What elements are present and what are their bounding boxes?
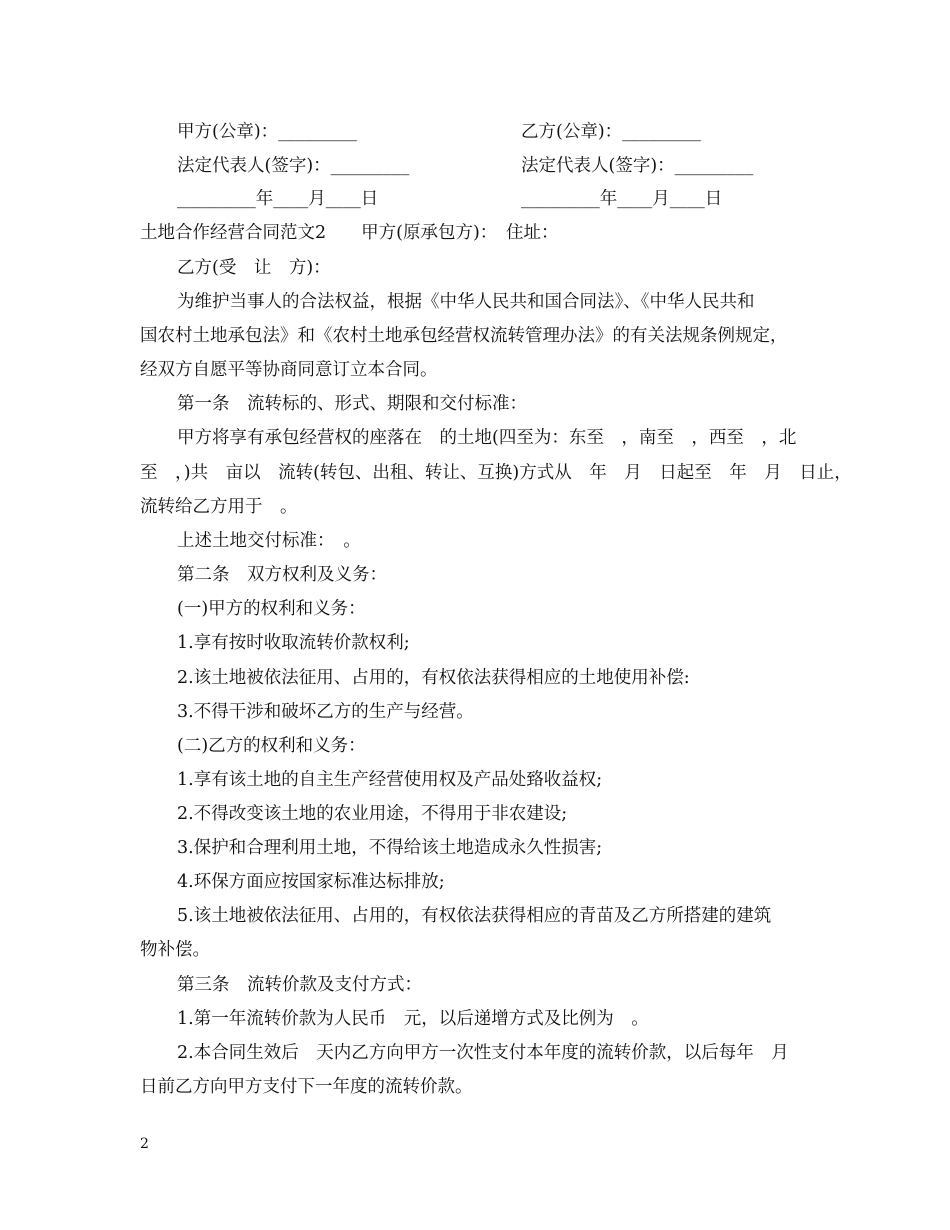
article-1-title: 第一条 流转标的、形式、期限和交付标准： — [177, 394, 527, 414]
party-b-seal-line: 乙方(公章)：_________ — [521, 122, 701, 142]
party-a-rep-line: 法定代表人(签字)：_________ — [177, 156, 410, 176]
article-1-delivery-standard: 上述土地交付标准： 。 — [177, 531, 361, 551]
article-2-party-a-item-3: 3.不得干涉和破坏乙方的生产与经营。 — [177, 702, 474, 722]
article-2-party-b-item-2: 2.不得改变该土地的农业用途，不得用于非农建设; — [177, 804, 568, 824]
article-1-paragraph-line-1: 甲方将享有承包经营权的座落在 的土地(四至为：东至 ，南至 ，西至 ，北 — [177, 428, 797, 448]
article-2-title: 第二条 双方权利及义务： — [177, 565, 387, 585]
article-2-party-b-item-1: 1.享有该土地的自主生产经营使用权及产品处臵收益权; — [177, 770, 603, 790]
article-3-item-2-line-1: 2.本合同生效后 天内乙方向甲方一次性支付本年度的流转价款，以后每年 月 — [177, 1043, 789, 1063]
party-b-line: 乙方(受 让 方)： — [177, 258, 331, 278]
party-b-rep-line: 法定代表人(签字)：_________ — [521, 156, 754, 176]
contract-heading: 土地合作经营合同范文2 甲方(原承包方)： 住址： — [140, 223, 559, 243]
intro-paragraph-line-1: 为维护当事人的合法权益，根据《中华人民共和国合同法》、《中华人民共和 — [177, 292, 755, 312]
article-3-item-1: 1.第一年流转价款为人民币 元，以后递增方式及比例为 。 — [177, 1009, 649, 1029]
party-a-seal-line: 甲方(公章)：_________ — [177, 122, 357, 142]
article-2-party-a-item-2: 2.该土地被依法征用、占用的，有权依法获得相应的土地使用补偿: — [177, 668, 690, 688]
article-1-paragraph-line-3: 流转给乙方用于 。 — [140, 497, 298, 517]
article-2-party-b-title: (二)乙方的权利和义务： — [177, 736, 366, 756]
article-1-paragraph-line-2: 至 ，)共 亩以 流转(转包、出租、转让、互换)方式从 年 月 日起至 年 月 日止， — [140, 463, 852, 483]
article-2-party-a-item-1: 1.享有按时收取流转价款权利; — [177, 633, 410, 653]
intro-paragraph-line-3: 经双方自愿平等协商同意订立本合同。 — [140, 360, 438, 380]
article-2-party-b-item-3: 3.保护和合理利用土地，不得给该土地造成永久性损害; — [177, 838, 603, 858]
article-2-party-b-item-4: 4.环保方面应按国家标准达标排放; — [177, 872, 445, 892]
article-2-party-a-title: (一)甲方的权利和义务： — [177, 599, 366, 619]
party-a-date-line: _________年____月____日 — [177, 189, 379, 209]
article-3-title: 第三条 流转价款及支付方式： — [177, 975, 422, 995]
article-2-party-b-item-5-line-1: 5.该土地被依法征用、占用的，有权依法获得相应的青苗及乙方所搭建的建筑 — [177, 906, 772, 926]
party-b-date-line: _________年____月____日 — [521, 189, 723, 209]
article-3-item-2-line-2: 日前乙方向甲方支付下一年度的流转价款。 — [140, 1077, 473, 1097]
page-number: 2 — [140, 1136, 149, 1152]
intro-paragraph-line-2: 国农村土地承包法》和《农村土地承包经营权流转管理办法》的有关法规条例规定， — [140, 326, 788, 346]
article-2-party-b-item-5-line-2: 物补偿。 — [140, 940, 210, 960]
